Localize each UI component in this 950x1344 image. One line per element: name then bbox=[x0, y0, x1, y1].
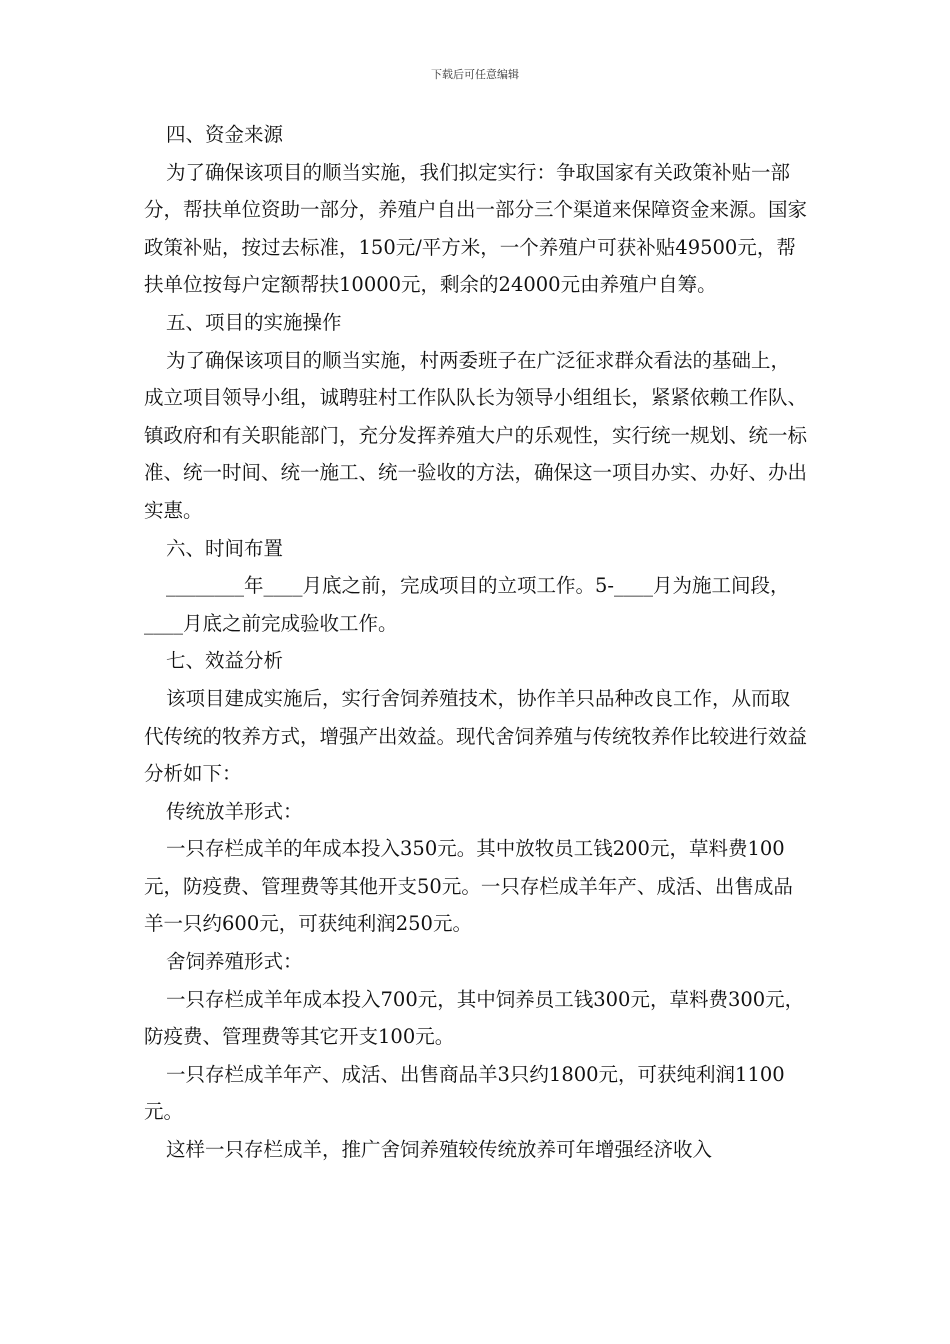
page-header: 下载后可任意编辑 bbox=[431, 68, 519, 81]
section-heading-implementation: 五、项目的实施操作 bbox=[166, 310, 342, 334]
paragraph-traditional: 一只存栏成羊的年成本投入350元。其中放牧员工钱200元，草料费100元，防疫费、管理费等其他开支50元。一只存栏成羊年产、成活、出售成品羊一只约600元，可获纯利润250元。 bbox=[144, 837, 793, 936]
paragraph-implementation: 为了确保该项目的顺当实施，村两委班子在广泛征求群众看法的基础上，成立项目领导小组，诚聘驻村工作队队长为领导小组组长，紧紧依赖工作队、镇政府和有关职能部门，充分发挥养殖大户的乐观性，实行统一规划、统一标准、统一时间、统一施工、统一验收的方法，确保这一项目办实、办好、办出实惠。 bbox=[144, 348, 808, 522]
paragraph-stall-profit: 一只存栏成羊年产、成活、出售商品羊3只约1800元，可获纯利润1100元。 bbox=[144, 1062, 785, 1124]
section-heading-funding: 四、资金来源 bbox=[166, 123, 284, 146]
paragraph-benefit: 该项目建成实施后，实行舍饲养殖技术，协作羊只品种改良工作，从而取代传统的牧养方式，增强产出效益。现代舍饲养殖与传统牧养作比较进行效益分析如下： bbox=[144, 686, 808, 786]
subheading-stall-feeding: 舍饲养殖形式： bbox=[166, 950, 303, 974]
section-heading-schedule: 六、时间布置 bbox=[166, 536, 284, 560]
paragraph-funding: 为了确保该项目的顺当实施，我们拟定实行：争取国家有关政策补贴一部分，帮扶单位资助一部分，养殖户自出一部分三个渠道来保障资金来源。国家政策补贴，按过去标准，150元/平方米，一个养殖户可获补贴49500元，帮扶单位按每户定额帮扶10000元，剩余的24000元由养殖户自筹。 bbox=[144, 160, 808, 297]
paragraph-stall-cost: 一只存栏成羊年成本投入700元，其中饲养员工钱300元，草料费300元，防疫费、管理费等其它开支100元。 bbox=[144, 987, 805, 1049]
paragraph-schedule: ________年____月底之前，完成项目的立项工作。5-____月为施工间段，____月底之前完成验收工作。 bbox=[144, 574, 790, 635]
section-heading-benefit: 七、效益分析 bbox=[166, 649, 284, 673]
subheading-traditional: 传统放羊形式： bbox=[166, 799, 303, 823]
paragraph-comparison: 这样一只存栏成羊，推广舍饲养殖较传统放养可年增强经济收入 bbox=[166, 1138, 713, 1162]
document-body bbox=[144, 116, 808, 1169]
